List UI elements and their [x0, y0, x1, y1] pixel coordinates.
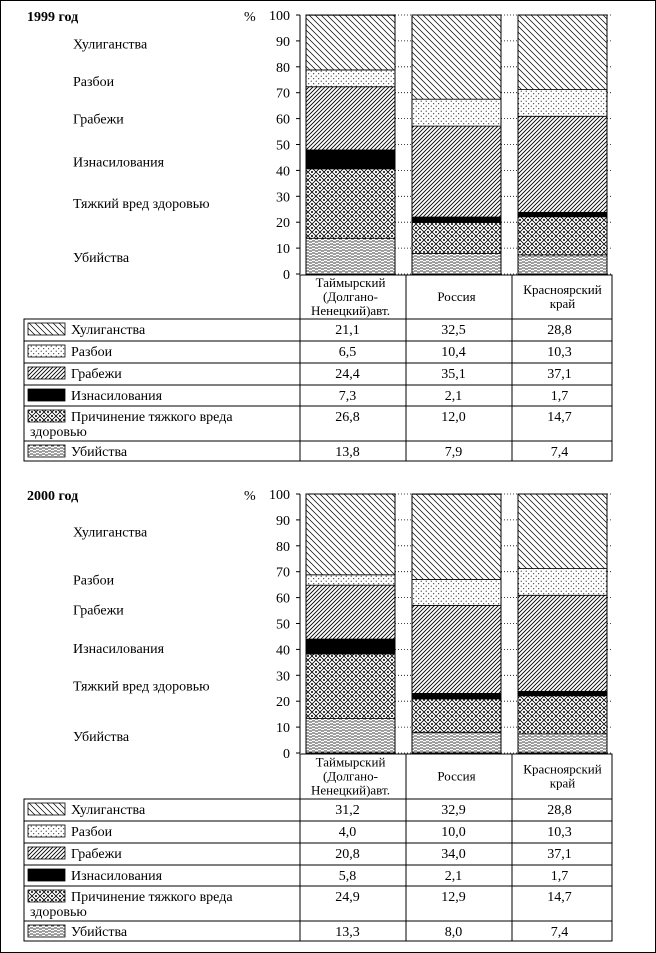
legend-label: Изнасилования: [71, 389, 163, 404]
bar-segment: [412, 494, 501, 579]
bar-segment: [306, 70, 395, 87]
category-label: Таймырский: [315, 754, 386, 770]
y-tick-label: 50: [276, 617, 290, 633]
legend-swatch: [28, 445, 65, 457]
y-tick-label: 80: [276, 539, 290, 555]
y-tick-label: 20: [276, 216, 290, 232]
segment-side-label: Разбои: [73, 573, 115, 589]
y-tick-label: 30: [276, 190, 290, 206]
bar-segment: [306, 654, 395, 718]
legend-swatch: [28, 890, 65, 902]
table-cell-value: 10,4: [441, 345, 466, 360]
category-label: край: [549, 296, 576, 311]
panel-1999: [24, 9, 612, 461]
table-cell-value: 31,2: [335, 803, 360, 818]
table-cell-value: 28,8: [547, 803, 572, 818]
bar-segment: [518, 569, 607, 596]
table-row: [24, 341, 612, 360]
y-tick-label: 70: [276, 565, 290, 581]
segment-side-label: Разбои: [73, 75, 115, 91]
legend-label: Разбои: [71, 825, 113, 840]
bar-segment: [306, 15, 395, 70]
year-label: 2000 год: [27, 489, 79, 504]
segment-side-label: Тяжкий вред здоровью: [73, 679, 210, 695]
segment-side-label: Хулиганства: [73, 37, 148, 53]
table-cell-value: 35,1: [441, 367, 466, 382]
legend-swatch: [28, 323, 65, 335]
y-tick-label: 60: [276, 591, 290, 607]
bar-segment: [518, 696, 607, 734]
table-cell-value: 32,9: [441, 803, 466, 818]
y-axis-unit: %: [244, 489, 256, 504]
bar-segment: [306, 585, 395, 639]
y-tick-label: 0: [283, 268, 290, 283]
table-cell-value: 8,0: [444, 925, 463, 940]
y-tick-label: 60: [276, 112, 290, 128]
table-cell-value: 26,8: [335, 410, 360, 425]
table-cell-value: 10,3: [547, 825, 572, 840]
legend-label: Грабежи: [71, 847, 122, 862]
table-row: [24, 821, 612, 840]
bar-segment: [412, 99, 501, 126]
bar-segment: [306, 639, 395, 654]
bar-segment: [306, 494, 395, 575]
bar-segment: [412, 605, 501, 693]
category-label: Россия: [437, 289, 476, 304]
legend-label: Убийства: [71, 445, 128, 460]
legend-swatch: [28, 367, 65, 379]
bar-segment: [412, 217, 501, 222]
bar-segment: [412, 15, 501, 99]
legend-swatch: [28, 869, 65, 881]
category-label: Ненецкий)авт.: [311, 782, 390, 798]
bar-segment: [518, 494, 607, 569]
y-tick-label: 20: [276, 695, 290, 711]
table-cell-value: 24,4: [335, 367, 360, 382]
table-row: [24, 886, 612, 920]
bar-segment: [412, 699, 501, 732]
y-tick-label: 80: [276, 60, 290, 76]
table-cell-value: 32,5: [441, 323, 466, 338]
table-cell-value: 37,1: [547, 367, 572, 382]
bar-segment: [306, 87, 395, 150]
table-cell-value: 7,4: [550, 445, 569, 460]
legend-swatch: [28, 847, 65, 859]
table-cell-value: 7,3: [338, 389, 357, 404]
legend-label: Изнасилования: [71, 869, 163, 884]
y-tick-label: 0: [283, 747, 290, 762]
table-cell-value: 13,3: [335, 925, 360, 940]
segment-side-label: Хулиганства: [73, 525, 148, 541]
legend-swatch: [28, 389, 65, 401]
bar-segment: [412, 579, 501, 605]
table-cell-value: 20,8: [335, 847, 360, 862]
y-tick-label: 40: [276, 643, 290, 659]
table-cell-value: 6,5: [338, 345, 357, 360]
y-axis-unit: %: [244, 10, 256, 25]
legend-label: Причинение тяжкого вреда: [71, 890, 233, 905]
bar-segment: [518, 217, 607, 255]
table-row: [24, 441, 612, 460]
legend-swatch: [28, 925, 65, 937]
table-cell-value: 34,0: [441, 847, 466, 862]
bar-segment: [306, 719, 395, 753]
legend-label: Убийства: [71, 925, 128, 940]
bar-segment: [412, 126, 501, 217]
category-label: край: [549, 775, 576, 791]
table-row: [24, 363, 612, 382]
bar-segment: [518, 212, 607, 216]
table-cell-value: 2,1: [444, 869, 463, 884]
category-label: Ненецкий)авт.: [311, 303, 390, 318]
y-tick-label: 70: [276, 86, 290, 102]
table-cell-value: 2,1: [444, 389, 463, 404]
table-row: [24, 865, 612, 884]
bar-segment: [518, 255, 607, 274]
category-label: Красноярский: [523, 761, 602, 777]
y-tick-label: 10: [276, 242, 290, 258]
table-cell-value: 5,8: [338, 869, 357, 884]
bar-segment: [412, 254, 501, 274]
y-tick-label: 100: [269, 488, 290, 503]
panel-2000: [24, 488, 612, 941]
legend-swatch: [28, 410, 65, 422]
legend-swatch: [28, 345, 65, 357]
table-cell-value: 14,7: [547, 410, 572, 425]
segment-side-label: Изнасилования: [73, 642, 165, 658]
bar-segment: [518, 734, 607, 753]
y-tick-label: 90: [276, 513, 290, 529]
table-cell-value: 10,3: [547, 345, 572, 360]
bar-segment: [518, 15, 607, 90]
table-cell-value: 10,0: [441, 825, 466, 840]
y-tick-label: 40: [276, 164, 290, 180]
bar-segment: [412, 732, 501, 753]
bar-segment: [306, 169, 395, 238]
table-cell-value: 21,1: [335, 323, 360, 338]
table-cell-value: 14,7: [547, 890, 572, 905]
segment-side-label: Грабежи: [73, 112, 124, 128]
table-cell-value: 7,9: [444, 445, 463, 460]
legend-swatch: [28, 825, 65, 837]
bar-segment: [306, 150, 395, 169]
y-tick-label: 100: [269, 9, 290, 24]
legend-label: Хулиганства: [71, 803, 146, 818]
y-tick-label: 30: [276, 669, 290, 685]
legend-label: здоровью: [30, 425, 87, 440]
y-tick-label: 10: [276, 721, 290, 737]
table-row: [24, 406, 612, 440]
table-cell-value: 12,9: [441, 890, 466, 905]
category-label: Таймырский: [315, 275, 386, 290]
bar-segment: [518, 595, 607, 691]
table-cell-value: 1,7: [550, 389, 569, 404]
legend-label: Причинение тяжкого вреда: [71, 410, 233, 425]
table-cell-value: 13,8: [335, 445, 360, 460]
bar-segment: [412, 222, 501, 253]
segment-side-label: Изнасилования: [73, 155, 165, 171]
table-row: [24, 385, 612, 404]
category-label: Россия: [437, 768, 476, 784]
bar-segment: [518, 90, 607, 117]
category-label: (Долгано-: [323, 768, 378, 784]
table-cell-value: 7,4: [550, 925, 569, 940]
bar-segment: [306, 238, 395, 274]
table-cell-value: 28,8: [547, 323, 572, 338]
y-tick-label: 90: [276, 34, 290, 50]
legend-label: Хулиганства: [71, 323, 146, 338]
bar-segment: [518, 691, 607, 695]
category-label: (Долгано-: [323, 289, 378, 304]
bar-segment: [306, 575, 395, 585]
table-cell-value: 37,1: [547, 847, 572, 862]
table-cell-value: 12,0: [441, 410, 466, 425]
bar-segment: [518, 116, 607, 212]
table-cell-value: 4,0: [338, 825, 357, 840]
table-cell-value: 24,9: [335, 890, 360, 905]
year-label: 1999 год: [27, 10, 79, 25]
legend-label: Разбои: [71, 345, 113, 360]
table-row: [24, 921, 612, 940]
table-cell-value: 1,7: [550, 869, 569, 884]
segment-side-label: Грабежи: [73, 603, 124, 619]
segment-side-label: Убийства: [73, 730, 130, 746]
legend-swatch: [28, 803, 65, 815]
y-tick-label: 50: [276, 138, 290, 154]
segment-side-label: Убийства: [73, 251, 130, 267]
segment-side-label: Тяжкий вред здоровью: [73, 196, 210, 212]
bar-segment: [412, 693, 501, 698]
legend-label: здоровью: [30, 905, 87, 920]
table-row: [24, 843, 612, 862]
legend-label: Грабежи: [71, 367, 122, 382]
category-label: Красноярский: [523, 282, 602, 297]
